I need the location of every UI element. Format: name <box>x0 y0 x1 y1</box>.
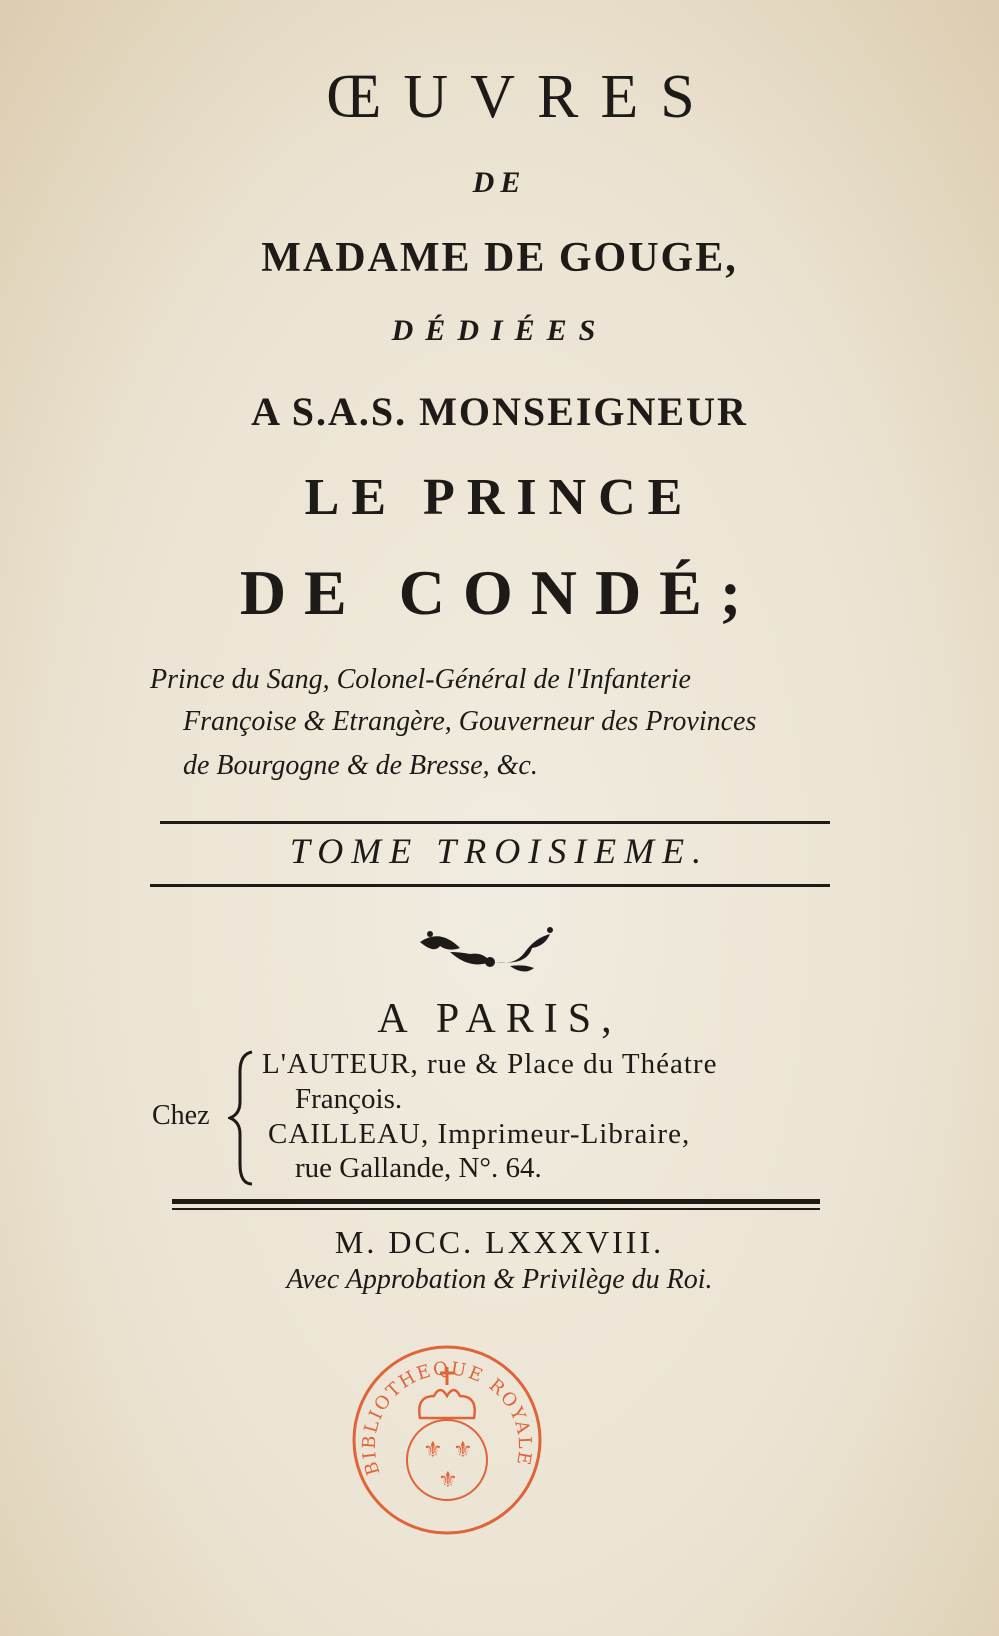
dedication: DÉDIÉES <box>391 314 608 347</box>
titles-line-1: Prince du Sang, Colonel-Général de l'Infanterie <box>150 664 691 695</box>
publisher-line-2: François. <box>295 1083 403 1115</box>
chez-label: Chez <box>152 1100 210 1131</box>
publisher-line-3: CAILLEAU, Imprimeur-Libraire, <box>268 1118 691 1150</box>
svg-text:⚜: ⚜ <box>438 1468 458 1493</box>
place: A PARIS, <box>377 996 622 1042</box>
svg-text:⚜: ⚜ <box>453 1438 473 1463</box>
recipient-line-2: LE PRINCE <box>304 469 695 526</box>
privilege: Avec Approbation & Privilège du Roi. <box>286 1264 713 1295</box>
titles-line-2: Françoise & Etrangère, Gouverneur des Provinces <box>183 706 757 737</box>
year: M. DCC. LXXXVIII. <box>334 1224 665 1260</box>
stamp-text: BIBLIOTHEQUE ROYALE <box>358 1358 536 1478</box>
titles-line-3: de Bourgogne & de Bresse, &c. <box>183 750 538 781</box>
volume: TOME TROISIEME. <box>289 831 710 871</box>
publisher-line-1: L'AUTEUR, rue & Place du Théatre <box>262 1048 718 1080</box>
rule-bottom <box>150 884 830 887</box>
recipient-line-3: DE CONDÉ; <box>239 557 760 628</box>
title-de: DE <box>472 166 527 199</box>
title: ŒUVRES <box>326 63 717 131</box>
recipient-line-1: A S.A.S. MONSEIGNEUR <box>251 389 748 434</box>
library-stamp <box>350 1343 544 1537</box>
floral-ornament <box>410 922 570 982</box>
double-rule-top <box>172 1199 820 1204</box>
author: MADAME DE GOUGE, <box>261 235 738 281</box>
double-rule-bottom <box>172 1208 820 1210</box>
rule-top <box>160 821 830 824</box>
publisher-line-4: rue Gallande, N°. 64. <box>295 1152 542 1184</box>
svg-text:⚜: ⚜ <box>423 1438 443 1463</box>
brace <box>228 1048 258 1188</box>
